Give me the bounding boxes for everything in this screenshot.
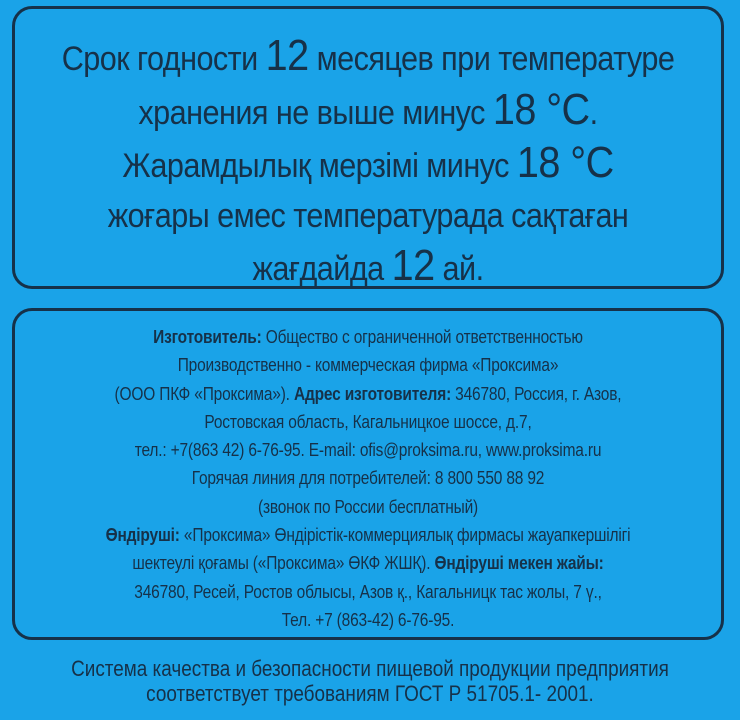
- quality-statement-line-2: соответствует требованиям ГОСТ Р 51705.1- 2001.: [146, 681, 594, 706]
- maker-ru-line-3: (ООО ПКФ «Проксима»). Адрес изготовителя: 346780, Россия, г. Азов,: [114, 383, 622, 404]
- maker-ru-hotline: Горячая линия для потребителей: 8 800 550 88 92: [191, 468, 545, 489]
- maker-kz-line-1: Өндіруші: «Проксима» Өндірістік-коммерциялық фирмасы жауапкершілігі: [105, 525, 631, 546]
- shelf-life-ru-line-2: хранения не выше минус 18 °C.: [138, 84, 598, 134]
- maker-ru-line-1: Изготовитель: Общество с ограниченной ответственностью: [153, 327, 583, 347]
- shelf-life-kz-line-2: жоғары емес температурада сақтаған: [107, 196, 629, 235]
- quality-statement: [0, 656, 740, 706]
- maker-label-ru: Изготовитель:: [153, 327, 262, 347]
- shelf-life-panel: [12, 6, 724, 289]
- maker-ru-hotline-note: (звонок по России бесплатный): [257, 496, 479, 517]
- maker-ru-line-4: Ростовская область, Кагальницкое шоссе, д.7,: [204, 411, 532, 432]
- maker-ru-line-2: Производственно - коммерческая фирма «Проксима»: [177, 355, 559, 376]
- shelf-life-ru-line-1: Срок годности 12 месяцев при температуре: [61, 31, 675, 80]
- quality-statement-line-1: Система качества и безопасности пищевой продукции предприятия: [71, 656, 669, 681]
- shelf-life-kz-line-1: Жарамдылық мерзімі минус 18 °C: [122, 138, 614, 187]
- maker-kz-address: 346780, Ресей, Ростов облысы, Азов қ., Кагальницк тас жолы, 7 ү.,: [134, 581, 602, 602]
- maker-label-kz: Өндіруші:: [105, 525, 180, 546]
- maker-ru-contacts: тел.: +7(863 42) 6-76-95. E-mail: ofis@proksima.ru, www.proksima.ru: [134, 440, 602, 461]
- manufacturer-panel: [12, 308, 724, 640]
- maker-kz-phone: Тел. +7 (863-42) 6-76-95.: [281, 609, 455, 630]
- maker-kz-line-2: шектеулі қоғамы («Проксима» ӨКФ ЖШҚ). Өндіруші мекен жайы:: [132, 553, 604, 574]
- shelf-life-kz-line-3: жағдайда 12 ай.: [252, 241, 484, 290]
- address-label-ru: Адрес изготовителя:: [293, 383, 452, 404]
- address-label-kz: Өндіруші мекен жайы:: [434, 553, 604, 574]
